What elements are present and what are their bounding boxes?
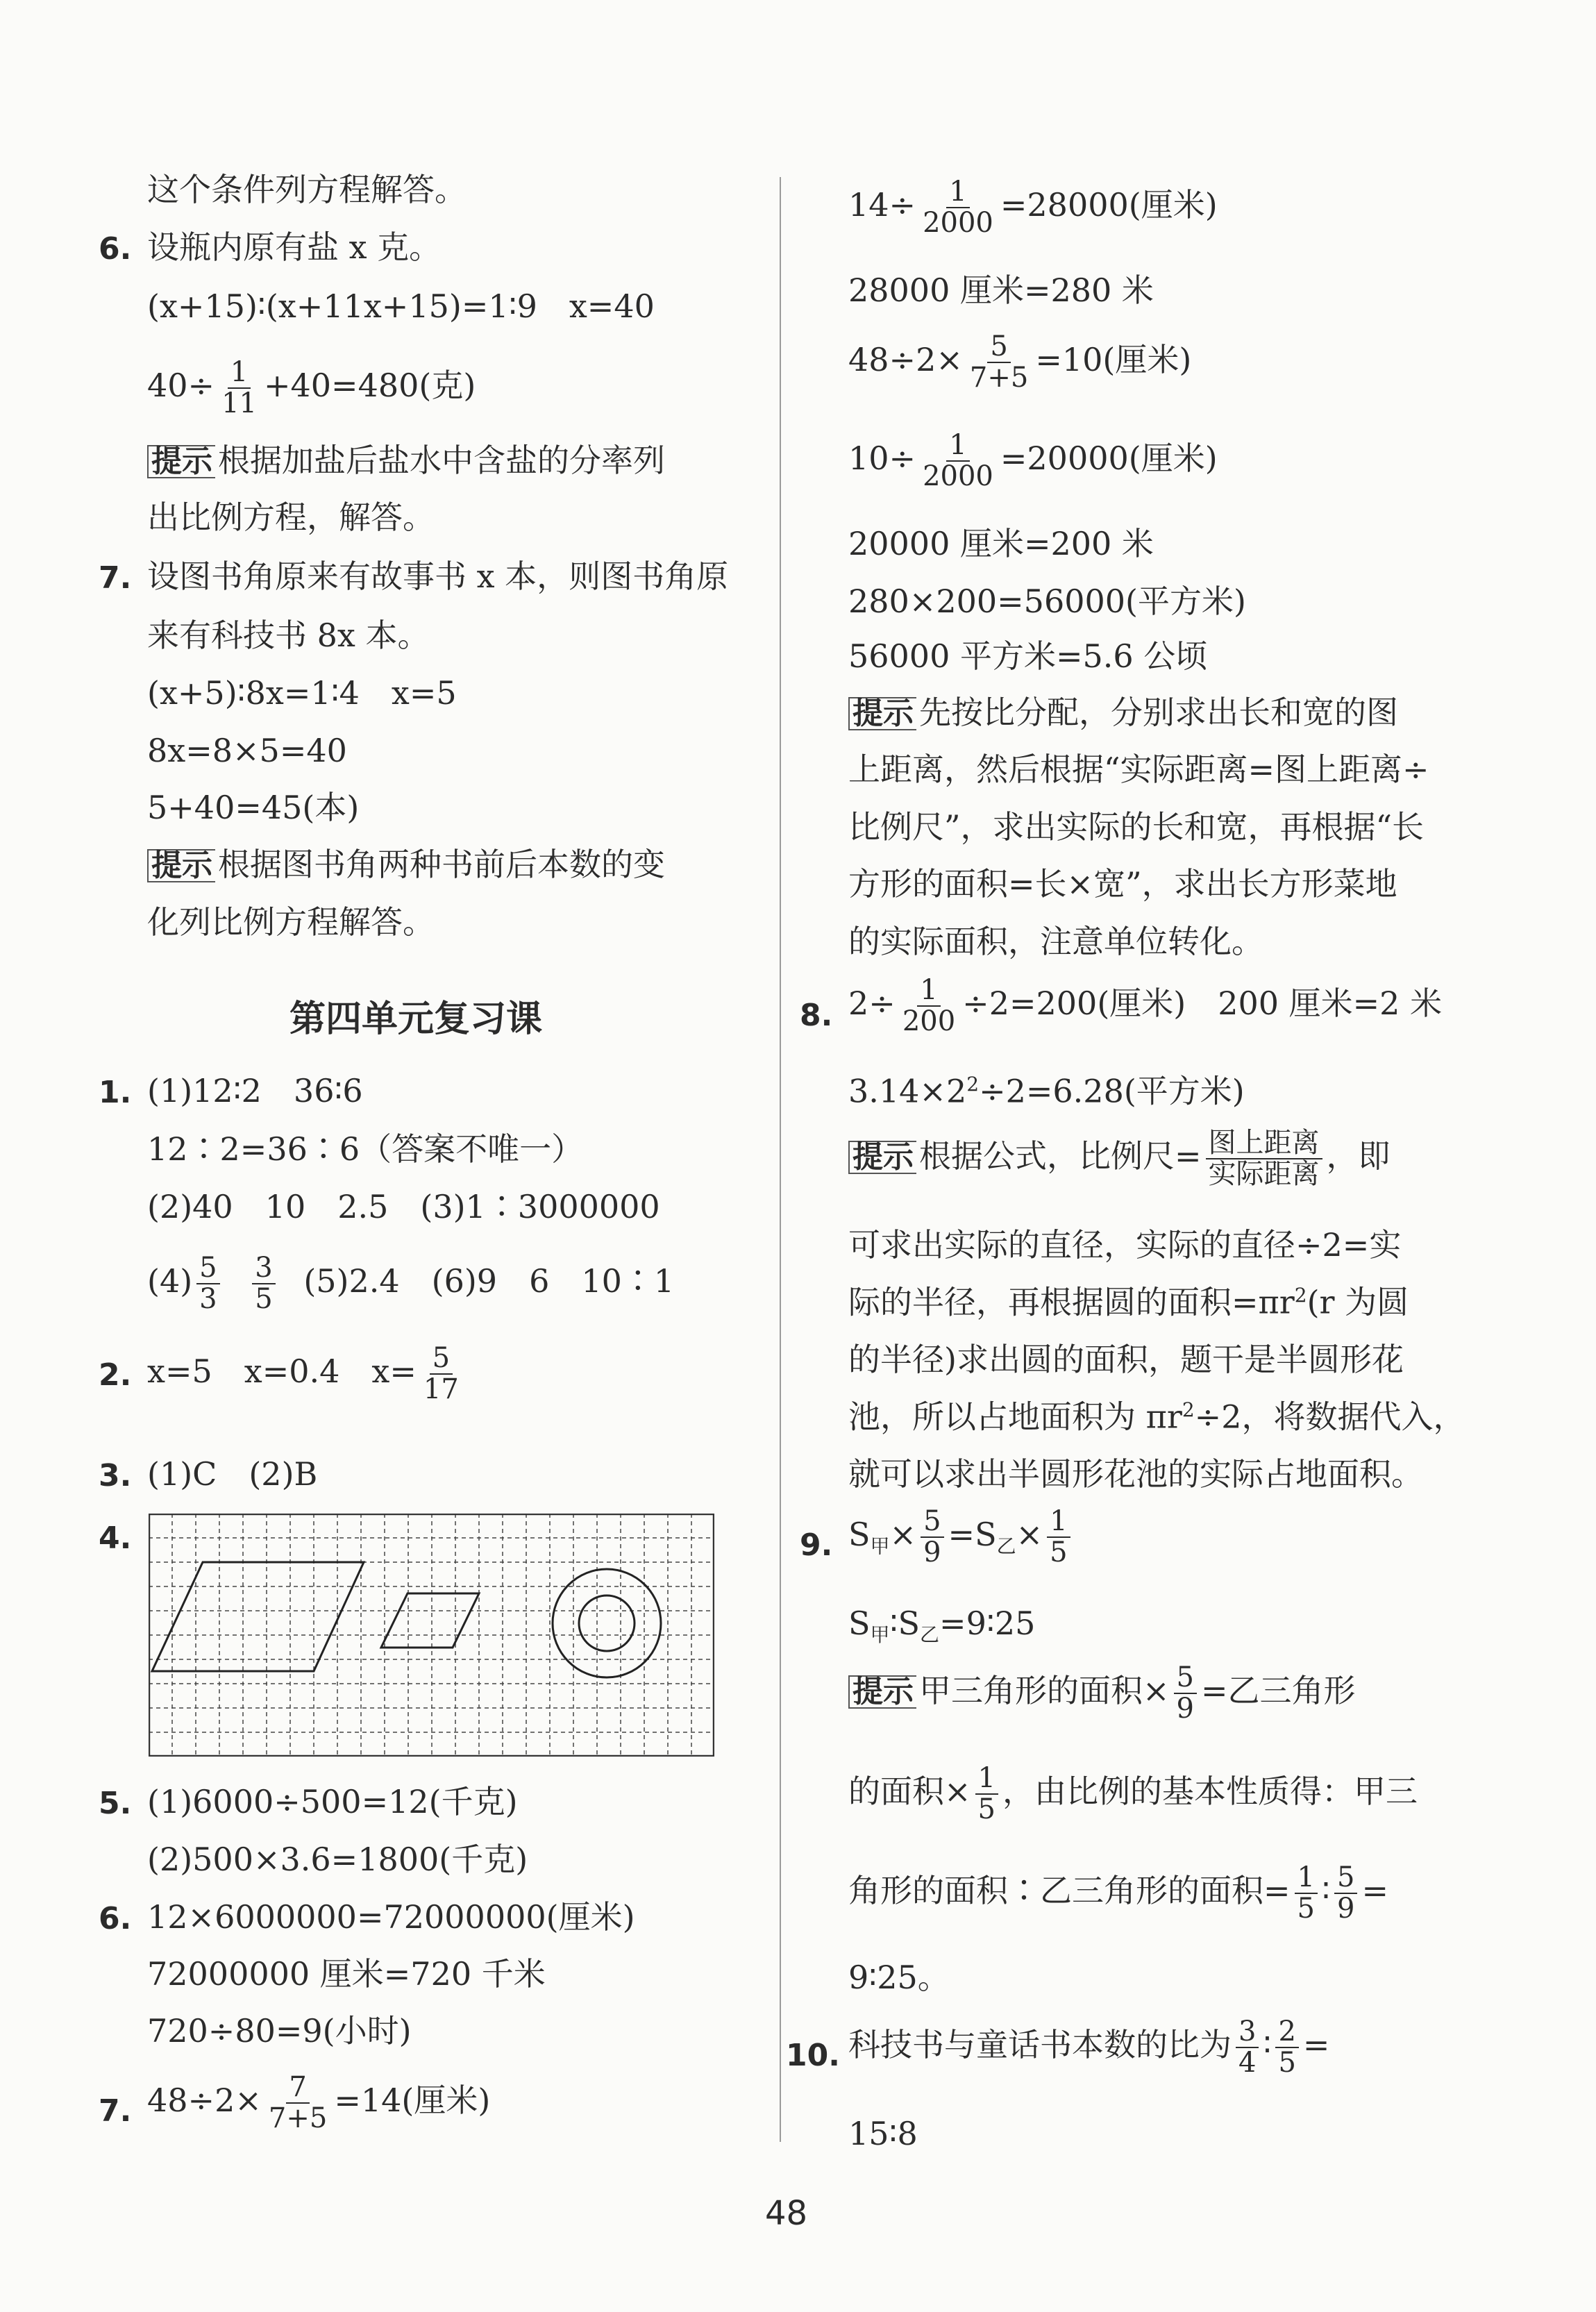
text-line: 的实际面积，注意单位转化。: [848, 923, 1263, 960]
fraction: $\frac{1}{5}$: [1047, 1507, 1070, 1568]
text-line: $3.14\times 2^2\div 2=6.28$(平方米): [848, 1072, 1245, 1110]
hint-line: 提示 甲三角形的面积× $\frac{5}{9}$ =乙三角形: [848, 1663, 1356, 1724]
fraction: $\frac{3}{4}$: [1236, 2017, 1259, 2078]
text-line: 15∶8: [848, 2115, 918, 2152]
page-number: 48: [765, 2194, 808, 2233]
question-number: 4.: [99, 1521, 132, 1556]
formula-line: (4) $\frac{5}{3}$ $\frac{3}{5}$ (5)2.4 (6)9 6 10∶1: [147, 1252, 675, 1316]
fraction: $\frac{7}{7+5}$: [268, 2071, 328, 2135]
text-line: 这个条件列方程解答。: [147, 171, 467, 208]
text-line: 际的半径，再根据圆的面积$=\pi r^2(r$ 为圆: [848, 1283, 1409, 1321]
hint-line: 提示 根据公式，比例尺= $\frac{\text{图上距离}}{\text{实际距离}}$ ，即: [848, 1128, 1391, 1189]
small-parallelogram: [381, 1593, 479, 1648]
text-line: 化列比例方程解答。: [147, 903, 435, 941]
fraction: $\frac{5}{9}$: [1334, 1863, 1357, 1924]
text-line: 720÷80=9(小时): [147, 2012, 412, 2050]
fraction: $\frac{5}{9}$: [1174, 1663, 1197, 1724]
hint-line: 提示 先按比分配，分别求出长和宽的图: [848, 696, 1398, 730]
formula-line: $S_甲\times$ $\frac{5}{9}$ $=S_乙\times$ $\frac{1}{5}$: [848, 1507, 1075, 1568]
question-number: 1.: [99, 1075, 132, 1110]
text-line: 72000000 厘米=720 千米: [147, 1955, 546, 1993]
question-number: 7.: [99, 2093, 132, 2129]
text-line: (1)6000÷500=12(千克): [147, 1783, 518, 1820]
fraction: $\frac{1}{2000}$: [923, 429, 993, 493]
question-number: 5.: [99, 1786, 132, 1821]
text-line: 9∶25。: [848, 1959, 950, 1996]
text-line: 12×6000000=72000000(厘米): [147, 1898, 635, 1936]
formula-line: 科技书与童话书本数的比为 $\frac{3}{4}$ ∶ $\frac{2}{5}$ =: [848, 2016, 1330, 2079]
text-line: 就可以求出半圆形花池的实际占地面积。: [848, 1455, 1423, 1493]
fraction: $\frac{2}{5}$: [1275, 2017, 1298, 2078]
text-line: (1)12∶2 36∶6: [147, 1072, 363, 1109]
hint-label: 提示: [848, 1141, 916, 1174]
fraction: $\frac{1}{11}$: [221, 356, 257, 420]
text-line: (x+15)∶(x+11x+15)=1∶9 x=40: [147, 287, 655, 325]
text-line: 56000 平方米=5.6 公顷: [848, 637, 1208, 675]
section-title: 第四单元复习课: [289, 998, 543, 1040]
text-line: 池，所以占地面积为 $\pi r^2\div 2$，将数据代入，: [848, 1398, 1465, 1436]
text-line: 20000 厘米=200 米: [848, 525, 1154, 562]
hint-line: 提示 根据图书角两种书前后本数的变: [147, 848, 665, 882]
fraction: $\frac{5}{9}$: [921, 1507, 943, 1568]
text-line: 的面积× $\frac{1}{5}$ ，由比例的基本性质得：甲三: [848, 1762, 1418, 1826]
text-line: 8x=8×5=40: [147, 732, 347, 769]
text-line: (2)40 10 2.5 (3)1∶3000000: [147, 1188, 660, 1225]
question-number: 7.: [99, 560, 132, 596]
inner-circle: [579, 1595, 635, 1651]
fraction: $\frac{1}{2000}$: [923, 176, 993, 240]
formula-line: 14÷ $\frac{1}{2000}$ =28000(厘米): [848, 176, 1218, 240]
text-line: 12∶2=36∶6（答案不唯一）: [147, 1130, 584, 1168]
formula-line: 48÷2× $\frac{5}{7+5}$ =10(厘米): [848, 330, 1192, 394]
fraction: $\frac{5}{7+5}$: [969, 330, 1029, 394]
formula-line: 40÷ $\frac{1}{11}$ +40=480(克): [147, 356, 476, 420]
grid-figure: [149, 1514, 714, 1757]
hint-label: 提示: [848, 1675, 916, 1709]
fraction: $\frac{3}{5}$: [252, 1253, 275, 1314]
formula-line: 10÷ $\frac{1}{2000}$ =20000(厘米): [848, 429, 1218, 493]
fraction: $\frac{5}{3}$: [196, 1253, 219, 1314]
hint-label: 提示: [147, 445, 215, 478]
text-line: 出比例方程，解答。: [147, 499, 435, 536]
text-line: 280×200=56000(平方米): [848, 583, 1246, 620]
text-line: 的半径)求出圆的面积，题干是半圆形花: [848, 1341, 1404, 1378]
question-number: 6.: [99, 1901, 132, 1936]
question-number: 6.: [99, 231, 132, 267]
formula-line: 2÷ $\frac{1}{200}$ ÷2=200(厘米) 200 厘米=2 米: [848, 974, 1443, 1038]
text-line: (2)500×3.6=1800(千克): [147, 1841, 528, 1878]
fraction: $\frac{1}{200}$: [902, 974, 956, 1038]
fraction: $\frac{1}{5}$: [975, 1764, 998, 1825]
text-line: 设瓶内原有盐 x 克。: [147, 228, 442, 266]
text-line: (1)C (2)B: [147, 1455, 318, 1493]
question-number: 3.: [99, 1458, 132, 1493]
text-line: 28000 厘米=280 米: [848, 271, 1154, 309]
fraction: $\frac{5}{17}$: [423, 1342, 459, 1406]
text-line: 5+40=45(本): [147, 789, 360, 826]
text-line: 来有科技书 8x 本。: [147, 617, 430, 654]
large-parallelogram: [152, 1562, 364, 1671]
text-line: 上距离，然后根据“实际距离=图上距离÷: [848, 751, 1429, 788]
hint-label: 提示: [147, 849, 215, 882]
hint-line: 提示 根据加盐后盐水中含盐的分率列: [147, 444, 665, 478]
question-number: 8.: [800, 998, 833, 1033]
text-line: 方形的面积=长×宽”，求出长方形菜地: [848, 865, 1397, 903]
text-line: $S_甲∶S_乙=9∶25$: [848, 1605, 1036, 1647]
formula-line: x=5 x=0.4 x= $\frac{5}{17}$: [147, 1343, 466, 1405]
question-number: 10.: [786, 2038, 840, 2073]
text-line: (x+5)∶8x=1∶4 x=5: [147, 674, 457, 712]
hint-label: 提示: [848, 697, 916, 730]
column-divider: [780, 177, 781, 2142]
question-number: 2.: [99, 1357, 132, 1393]
fraction: $\frac{\text{图上距离}}{\text{实际距离}}$: [1206, 1128, 1322, 1189]
text-line: 比例尺”，求出实际的长和宽，再根据“长: [848, 808, 1425, 846]
text-line: 可求出实际的直径，实际的直径÷2=实: [848, 1226, 1402, 1264]
text-line: 设图书角原来有故事书 x 本，则图书角原: [147, 558, 729, 595]
formula-line: 48÷2× $\frac{7}{7+5}$ =14(厘米): [147, 2071, 491, 2135]
text-line: 角形的面积∶乙三角形的面积= $\frac{1}{5}$ ∶ $\frac{5}{9}$ =: [848, 1861, 1388, 1925]
question-number: 9.: [800, 1527, 833, 1563]
fraction: $\frac{1}{5}$: [1295, 1863, 1318, 1924]
